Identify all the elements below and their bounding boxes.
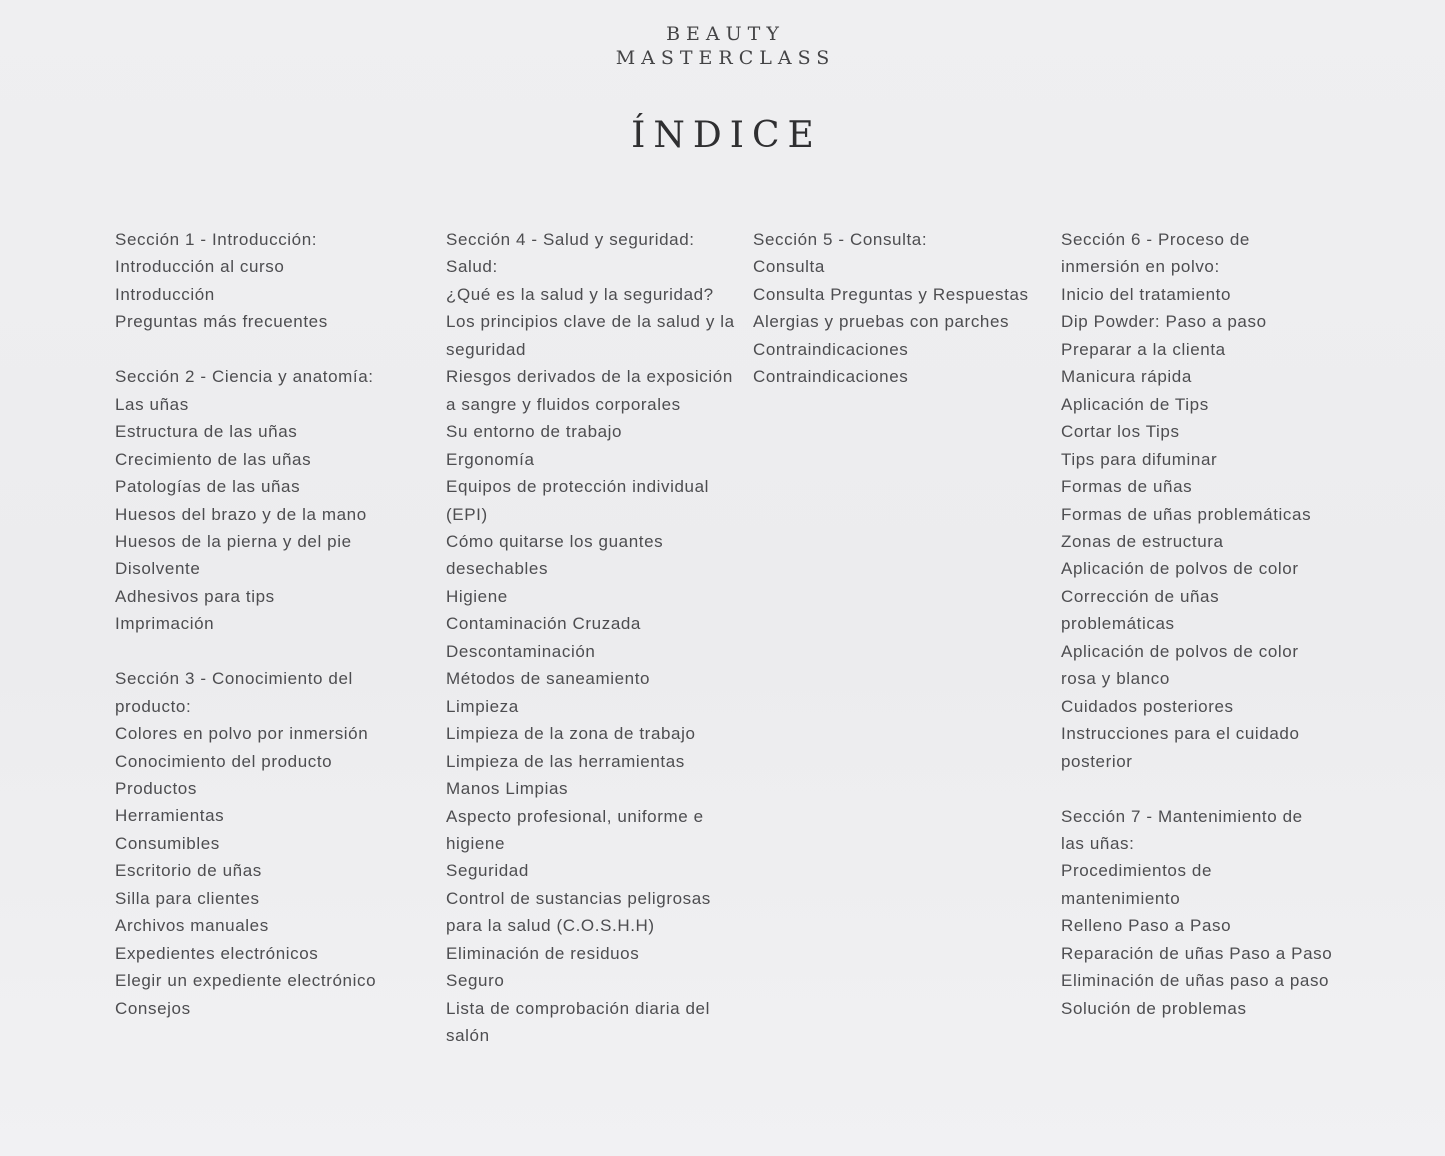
index-entry: Seguro (446, 971, 505, 991)
index-entry: Aplicación de polvos de color (1061, 559, 1299, 579)
index-entry: Alergias y pruebas con parches (753, 312, 1010, 332)
index-entry: Los principios clave de la salud y la (446, 312, 735, 332)
index-entry: Cuidados posteriores (1061, 696, 1234, 716)
index-entry: Imprimación (115, 614, 215, 634)
index-entry: Estructura de las uñas (115, 422, 298, 442)
brand-line-beauty: BEAUTY (666, 23, 785, 45)
index-entry: a sangre y fluidos corporales (446, 394, 681, 414)
index-entry: Preparar a la clienta (1061, 339, 1226, 359)
index-entry: Aplicación de Tips (1061, 394, 1209, 414)
index-entry: mantenimiento (1061, 888, 1181, 908)
index-entry: (EPI) (446, 504, 488, 524)
section-heading: Sección 4 - Salud y seguridad: (446, 230, 695, 249)
index-entry: Ergonomía (446, 449, 535, 469)
index-entry: Archivos manuales (115, 916, 269, 936)
index-entry: Lista de comprobación diaria del (446, 998, 710, 1018)
index-entry: para la salud (C.O.S.H.H) (446, 916, 655, 936)
section-heading: Sección 6 - Proceso de (1061, 230, 1250, 249)
index-entry: Colores en polvo por inmersión (115, 724, 369, 744)
index-entry: Elegir un expediente electrónico (115, 971, 377, 991)
index-entry: Inicio del tratamiento (1061, 284, 1232, 304)
index-entry: ¿Qué es la salud y la seguridad? (446, 284, 714, 304)
index-entry: rosa y blanco (1061, 669, 1170, 689)
index-entry: Huesos del brazo y de la mano (115, 504, 367, 524)
index-entry: Huesos de la pierna y del pie (115, 531, 352, 551)
index-entry: las uñas: (1061, 833, 1135, 853)
index-entry: problemáticas (1061, 614, 1175, 634)
index-entry: posterior (1061, 751, 1133, 771)
index-entry: Adhesivos para tips (115, 586, 275, 606)
index-entry: seguridad (446, 339, 527, 359)
section-heading: Sección 5 - Consulta: (753, 230, 928, 249)
section-heading: Sección 1 - Introducción: (115, 230, 318, 249)
index-column-4 (1061, 226, 1332, 1022)
index-entry: Aspecto profesional, uniforme e (446, 806, 704, 826)
index-entry: Riesgos derivados de la exposición (446, 367, 733, 387)
index-entry: Corrección de uñas (1061, 586, 1220, 606)
index-entry: Preguntas más frecuentes (115, 312, 328, 332)
index-entry: Zonas de estructura (1061, 531, 1224, 551)
index-entry: Su entorno de trabajo (446, 422, 623, 442)
index-entry: Crecimiento de las uñas (115, 449, 312, 469)
index-entry: Consejos (115, 998, 191, 1018)
index-entry: Silla para clientes (115, 888, 260, 908)
index-entry: Eliminación de residuos (446, 943, 640, 963)
index-entry: Manos Limpias (446, 779, 569, 799)
index-entry: Seguridad (446, 861, 529, 881)
index-entry: Descontaminación (446, 641, 596, 661)
index-entry: Conocimiento del producto (115, 751, 333, 771)
index-entry: Contaminación Cruzada (446, 614, 641, 634)
index-entry: Introducción al curso (115, 257, 285, 277)
index-entry: Disolvente (115, 559, 201, 579)
index-entry: Aplicación de polvos de color (1061, 641, 1299, 661)
index-entry: Expedientes electrónicos (115, 943, 319, 963)
index-entry: inmersión en polvo: (1061, 257, 1220, 277)
section-spacer (1061, 775, 1332, 802)
index-column-2 (446, 226, 735, 1050)
index-entry: Cortar los Tips (1061, 422, 1180, 442)
index-entry: Productos (115, 779, 197, 799)
index-entry: Reparación de uñas Paso a Paso (1061, 943, 1333, 963)
index-entry: Relleno Paso a Paso (1061, 916, 1232, 936)
index-entry: Consulta Preguntas y Respuestas (753, 284, 1029, 304)
section-spacer (115, 638, 376, 665)
index-entry: Formas de uñas (1061, 477, 1193, 497)
index-entry: Limpieza (446, 696, 519, 716)
index-entry: Herramientas (115, 806, 225, 826)
index-entry: Solución de problemas (1061, 998, 1247, 1018)
index-entry: producto: (115, 696, 192, 716)
index-entry: Salud: (446, 257, 498, 277)
index-entry: Limpieza de las herramientas (446, 751, 685, 771)
index-entry: Dip Powder: Paso a paso (1061, 312, 1267, 332)
index-entry: Procedimientos de (1061, 861, 1212, 881)
section-spacer (115, 336, 376, 363)
index-column-3 (753, 226, 1029, 391)
brand-line-masterclass: MASTERCLASS (615, 47, 836, 69)
index-entry: Tips para difuminar (1061, 449, 1218, 469)
page-title: ÍNDICE (631, 115, 822, 156)
index-entry: Control de sustancias peligrosas (446, 888, 711, 908)
section-heading: Sección 2 - Ciencia y anatomía: (115, 367, 374, 387)
index-entry: Instrucciones para el cuidado (1061, 724, 1300, 744)
index-entry: Higiene (446, 586, 508, 606)
index-entry: Formas de uñas problemáticas (1061, 504, 1312, 524)
index-entry: Consumibles (115, 833, 220, 853)
section-heading: Sección 3 - Conocimiento del (115, 669, 353, 689)
index-column-1 (115, 226, 376, 1022)
index-entry: Consulta (753, 257, 825, 277)
index-entry: Patologías de las uñas (115, 477, 301, 497)
index-entry: desechables (446, 559, 549, 579)
index-entry: Equipos de protección individual (446, 477, 710, 497)
index-entry: Contraindicaciones (753, 339, 909, 359)
index-entry: Eliminación de uñas paso a paso (1061, 971, 1330, 991)
section-heading: Sección 7 - Mantenimiento de (1061, 806, 1303, 826)
brand-logo (0, 22, 1445, 70)
index-entry: Manicura rápida (1061, 367, 1192, 387)
index-entry: Las uñas (115, 394, 189, 414)
index-entry: higiene (446, 833, 506, 853)
index-entry: Limpieza de la zona de trabajo (446, 724, 696, 744)
index-entry: Cómo quitarse los guantes (446, 531, 664, 551)
index-entry: Contraindicaciones (753, 367, 909, 387)
index-entry: Introducción (115, 284, 215, 304)
index-entry: Escritorio de uñas (115, 861, 262, 881)
index-entry: Métodos de saneamiento (446, 669, 651, 689)
index-entry: salón (446, 1026, 490, 1046)
